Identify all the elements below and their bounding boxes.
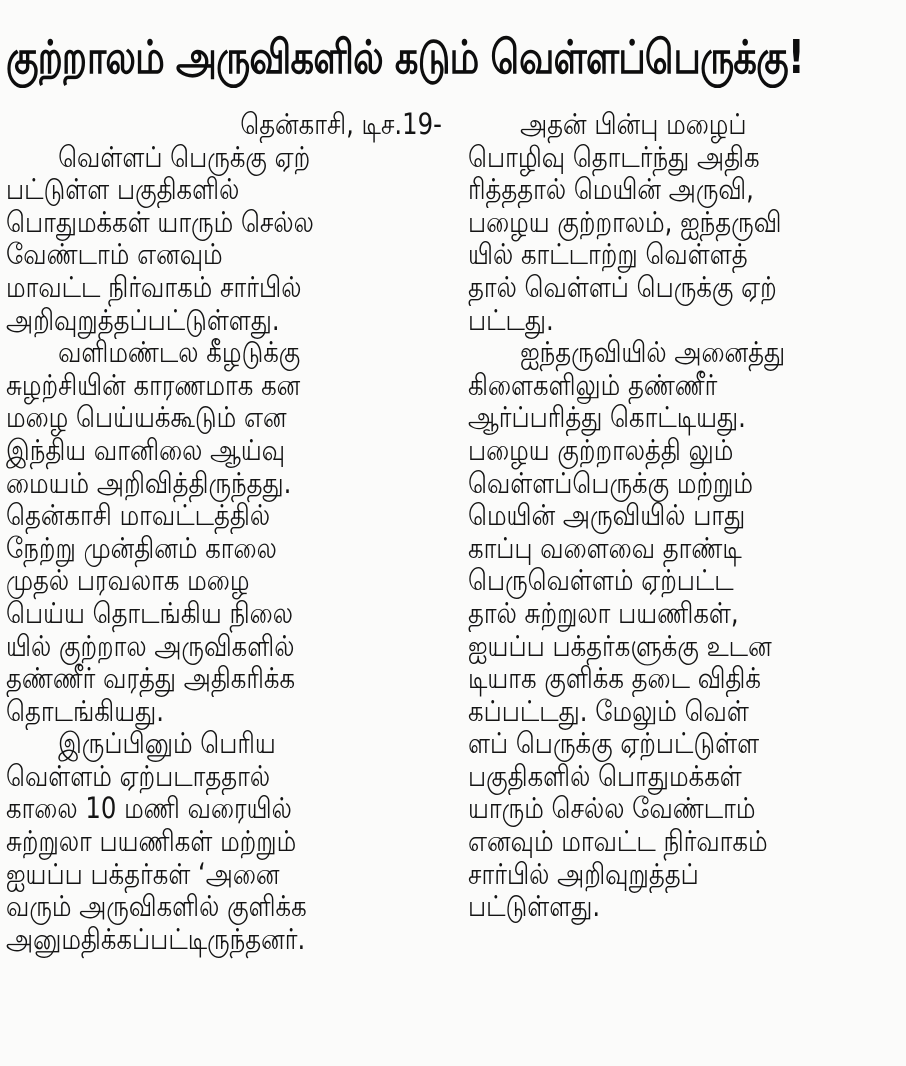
column-line: ஐந்தருவியில் அனைத்து — [520, 335, 786, 370]
column-line: வெள்ளப் பெருக்கு ஏற் — [58, 139, 311, 174]
column-line: அதன் பின்பு மழைப் — [520, 107, 747, 141]
column-line: தென்காசி மாவட்டத்தில் — [6, 498, 271, 533]
column-line: தொடங்கியது. — [6, 693, 164, 728]
column-line: வெள்ளம் ஏற்படாததால் — [6, 758, 271, 793]
column-line: யில் காட்டாற்று வெள்ளத் — [468, 237, 748, 272]
column-line: சுற்றுலா பயணிகள் மற்றும் — [6, 824, 297, 859]
column-line: மையம் அறிவித்திருந்தது. — [6, 465, 292, 500]
column-line: தால் சுற்றுலா பயணிகள், — [468, 595, 739, 630]
column-line: பழைய குற்றாலத்தி லும் — [468, 432, 734, 467]
article-column-right — [468, 108, 906, 923]
column-line: வெள்ளப்பெருக்கு மற்றும் — [468, 465, 754, 500]
column-line: யில் குற்றால அருவிகளில் — [6, 628, 295, 663]
column-line: நேற்று முன்தினம் காலை — [6, 530, 277, 565]
column-line: சார்பில் அறிவுறுத்தப் — [468, 856, 699, 891]
column-line: பெருவெள்ளம் ஏற்பட்ட — [468, 563, 734, 598]
article-column-left — [6, 108, 444, 955]
column-line: அறிவுறுத்தப்பட்டுள்ளது. — [6, 302, 280, 337]
column-line: பட்டுள்ள பகுதிகளில் — [6, 172, 240, 207]
column-line: பட்டது. — [468, 302, 554, 337]
column-line: மெயின் அருவியில் பாது — [468, 498, 746, 533]
column-line: பட்டுள்ளது. — [468, 889, 601, 924]
column-line: யாரும் செல்ல வேண்டாம் — [468, 791, 756, 826]
column-line: பொழிவு தொடர்ந்து அதிக — [468, 139, 760, 174]
column-line: இருப்பினும் பெரிய — [58, 726, 276, 761]
column-line: மாவட்ட நிர்வாகம் சார்பில் — [6, 269, 302, 304]
column-line: காப்பு வளைவை தாண்டி — [468, 530, 742, 565]
column-line: பெய்ய தொடங்கிய நிலை — [6, 595, 293, 630]
column-line: எனவும் மாவட்ட நிர்வாகம் — [468, 824, 768, 859]
column-line: பொதுமக்கள் யாரும் செல்ல — [6, 204, 314, 239]
headline: குற்றாலம் அருவிகளில் கடும் வெள்ளப்பெருக்கு! — [6, 30, 804, 84]
column-line: வளிமண்டல கீழடுக்கு — [58, 335, 301, 370]
column-line: காலை 10 மணி வரையில் — [6, 791, 292, 826]
dateline: தென்காசி, டிச.19- — [240, 107, 442, 141]
column-line: டியாக குளிக்க தடை விதிக் — [468, 661, 761, 696]
column-line: முதல் பரவலாக மழை — [6, 563, 250, 598]
column-line: ஐயப்ப பக்தர்கள் ‘அனை — [6, 856, 280, 891]
column-line: வரும் அருவிகளில் குளிக்க — [6, 889, 307, 924]
column-line: பகுதிகளில் பொதுமக்கள் — [468, 758, 742, 793]
column-line: ளப் பெருக்கு ஏற்பட்டுள்ள — [468, 726, 760, 761]
column-gutter — [452, 112, 453, 1052]
column-line: ரித்ததால் மெயின் அருவி, — [468, 172, 754, 207]
column-line: வேண்டாம் எனவும் — [6, 237, 223, 272]
column-line: அனுமதிக்கப்பட்டிருந்தனர். — [6, 921, 306, 956]
column-line: தண்ணீர் வரத்து அதிகரிக்க — [6, 661, 296, 696]
column-line: ஐயப்ப பக்தர்களுக்கு உடன — [468, 628, 772, 663]
column-line: சுழற்சியின் காரணமாக கன — [6, 367, 301, 402]
column-line: ஆர்ப்பரித்து கொட்டியது. — [468, 400, 746, 435]
column-line: கப்பட்டது. மேலும் வெள் — [468, 693, 749, 728]
column-line: தால் வெள்ளப் பெருக்கு ஏற் — [468, 269, 777, 304]
column-line: மழை பெய்யக்கூடும் என — [6, 400, 287, 435]
column-line: பழைய குற்றாலம், ஐந்தருவி — [468, 204, 782, 239]
column-line: இந்திய வானிலை ஆய்வு — [6, 432, 286, 467]
column-line: கிளைகளிலும் தண்ணீர் — [468, 367, 718, 402]
